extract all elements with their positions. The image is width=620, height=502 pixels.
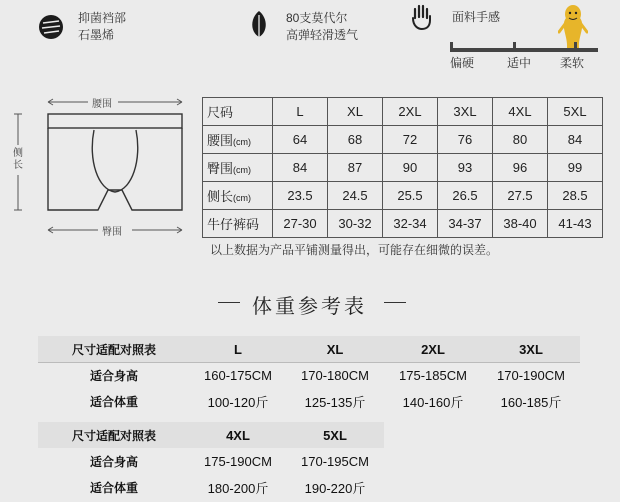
size-chart-cell: 99 — [548, 154, 603, 182]
size-chart-cell: 23.5 — [273, 182, 328, 210]
leaf-icon — [248, 10, 270, 42]
feature-modal — [248, 8, 378, 48]
weight-ref-table-2 — [38, 422, 384, 500]
size-chart-row-label — [203, 210, 273, 238]
ref-row-label: 适合身高 — [38, 448, 190, 474]
size-chart-cell: 72 — [383, 126, 438, 154]
weight-ref-table-1 — [38, 336, 580, 414]
ref-header-size: 3XL — [482, 336, 580, 362]
diagram-waist-label: 腰围 — [92, 99, 112, 110]
ref-table-header-row — [38, 336, 580, 362]
boxer-outline — [10, 90, 200, 240]
size-chart-cell: 93 — [438, 154, 493, 182]
ref-table-1-header-line — [38, 362, 580, 363]
row-label-text: 侧长 — [207, 189, 234, 204]
ref-table-row — [38, 448, 384, 474]
ref-cell: 170-195CM — [286, 448, 384, 474]
size-chart-cell: 28.5 — [548, 182, 603, 210]
feel-level-hard: 偏硬 — [450, 56, 475, 70]
size-chart-note: 以上数据为产品平铺测量得出，可能存在细微的误差。 — [210, 243, 499, 257]
ref-table-row — [38, 362, 580, 388]
size-chart-size: 3XL — [438, 98, 493, 126]
ref-cell: 175-190CM — [190, 448, 286, 474]
feel-slider-tick-1 — [450, 42, 453, 52]
size-chart-size: 4XL — [493, 98, 548, 126]
size-chart-cell: 27-30 — [273, 210, 328, 238]
ref-cell: 125-135斤 — [286, 388, 384, 414]
ref-table-row — [38, 388, 580, 414]
ref-cell: 160-175CM — [190, 362, 286, 388]
underwear-measure-diagram — [10, 90, 200, 240]
feel-slider-tick-3 — [574, 42, 577, 52]
ref-cell: 175-185CM — [384, 362, 482, 388]
size-chart-row — [203, 182, 603, 210]
size-chart-row — [203, 126, 603, 154]
size-chart-row-label — [203, 154, 273, 182]
ref-header-size: 2XL — [384, 336, 482, 362]
ref-cell: 180-200斤 — [190, 474, 286, 500]
feature-modal-subtitle: 高弹轻滑透气 — [286, 28, 359, 42]
feel-level-medium: 适中 — [507, 56, 532, 70]
ref-cell: 140-160斤 — [384, 388, 482, 414]
size-chart-cell: 26.5 — [438, 182, 493, 210]
ref-cell: 160-185斤 — [482, 388, 580, 414]
size-chart-header-label: 尺码 — [203, 98, 273, 126]
ref-header-label: 尺寸适配对照表 — [38, 422, 190, 448]
size-chart-cell: 76 — [438, 126, 493, 154]
ref-header-label: 尺寸适配对照表 — [38, 336, 190, 362]
size-chart-header-row — [203, 98, 603, 126]
title-dash-right — [384, 302, 406, 303]
diagram-side-label: 侧长 — [13, 148, 23, 171]
ref-row-label: 适合体重 — [38, 388, 190, 414]
size-chart-size: XL — [328, 98, 383, 126]
size-chart-cell: 64 — [273, 126, 328, 154]
ref-header-size: L — [190, 336, 286, 362]
size-chart-size: 5XL — [548, 98, 603, 126]
row-label-unit: (cm) — [233, 165, 252, 175]
ref-header-size: 4XL — [190, 422, 286, 448]
ref-table-row — [38, 474, 384, 500]
ref-cell: 170-190CM — [482, 362, 580, 388]
size-chart-size: 2XL — [383, 98, 438, 126]
title-dash-left — [218, 302, 240, 303]
size-chart-cell: 90 — [383, 154, 438, 182]
ref-cell: 100-120斤 — [190, 388, 286, 414]
size-chart-cell: 34-37 — [438, 210, 493, 238]
ref-row-label: 适合体重 — [38, 474, 190, 500]
size-chart-cell: 41-43 — [548, 210, 603, 238]
size-chart-cell: 84 — [548, 126, 603, 154]
feature-antibacterial-title: 抑菌裆部 — [78, 11, 127, 25]
size-chart-cell: 27.5 — [493, 182, 548, 210]
size-chart-cell: 30-32 — [328, 210, 383, 238]
weight-ref-title-block — [0, 288, 620, 318]
feel-slider-tick-2 — [513, 42, 516, 52]
feature-antibacterial-subtitle: 石墨烯 — [78, 28, 115, 42]
size-chart-cell: 96 — [493, 154, 548, 182]
size-chart-row-label — [203, 126, 273, 154]
size-chart-cell: 84 — [273, 154, 328, 182]
size-chart-cell: 68 — [328, 126, 383, 154]
diagram-hip-label: 臀围 — [102, 227, 122, 238]
hand-touch-icon — [410, 4, 434, 30]
ref-header-size: XL — [286, 336, 384, 362]
ref-cell: 190-220斤 — [286, 474, 384, 500]
size-chart-cell: 25.5 — [383, 182, 438, 210]
weight-ref-title: 体重参考表 — [252, 296, 367, 318]
soft-mascot-icon — [558, 4, 588, 54]
row-label-text: 牛仔裤码 — [207, 217, 260, 232]
size-chart-cell: 32-34 — [383, 210, 438, 238]
row-label-unit: (cm) — [233, 137, 252, 147]
graphene-fabric-icon — [38, 14, 64, 40]
ref-header-size: 5XL — [286, 422, 384, 448]
row-label-text: 臀围 — [207, 161, 234, 176]
ref-cell: 170-180CM — [286, 362, 384, 388]
row-label-unit: (cm) — [233, 193, 252, 203]
size-chart-table — [202, 97, 603, 238]
ref-row-label: 适合身高 — [38, 362, 190, 388]
feature-fabric-feel — [410, 4, 615, 70]
feature-modal-title: 80支莫代尔 — [286, 11, 348, 25]
size-chart-cell: 38-40 — [493, 210, 548, 238]
ref-table-header-row — [38, 422, 384, 448]
size-chart-cell: 80 — [493, 126, 548, 154]
feel-level-soft: 柔软 — [560, 56, 585, 70]
size-chart-row-label — [203, 182, 273, 210]
feature-antibacterial — [38, 8, 188, 48]
size-chart-cell: 87 — [328, 154, 383, 182]
size-chart-row — [203, 154, 603, 182]
size-chart-cell: 24.5 — [328, 182, 383, 210]
feature-feel-title: 面料手感 — [452, 10, 501, 24]
size-chart-row — [203, 210, 603, 238]
row-label-text: 腰围 — [207, 133, 234, 148]
size-chart-size: L — [273, 98, 328, 126]
